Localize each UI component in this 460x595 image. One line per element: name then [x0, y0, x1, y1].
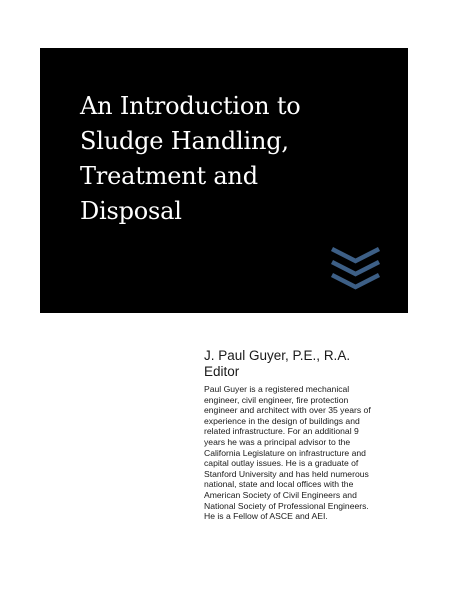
bio-line: He is a Fellow of ASCE and AEI.	[204, 511, 328, 522]
title-line-1: An Introduction to	[80, 92, 301, 120]
bio-line: National Society of Professional Engineers.	[204, 500, 369, 511]
bio-line: American Society of Civil Engineers and	[204, 489, 357, 500]
book-title	[80, 89, 380, 229]
bio-line: California Legislature on infrastructure and	[204, 447, 366, 458]
title-line-2: Sludge Handling,	[80, 127, 289, 155]
bio-line: Paul Guyer is a registered mechanical	[204, 384, 350, 394]
bio-line: engineer and architect with over 35 years of	[204, 405, 371, 416]
bio-line: engineer, civil engineer, fire protection	[204, 394, 349, 405]
triple-chevron-down-icon	[330, 246, 381, 291]
bio-line: Stanford University and has held numerous	[204, 468, 369, 479]
title-line-3: Treatment and	[80, 162, 258, 190]
bio-line: years he was a principal advisor to the	[204, 436, 351, 447]
author-role: Editor	[204, 364, 240, 379]
bio-line: experience in the design of buildings and	[204, 415, 360, 426]
author-bio	[204, 384, 394, 522]
bio-line: capital outlay issues. He is a graduate of	[204, 458, 359, 469]
author-name: J. Paul Guyer, P.E., R.A.	[204, 348, 351, 363]
cover-block	[40, 48, 408, 313]
bio-line: related infrastructure. For an additional 9	[204, 426, 359, 437]
title-line-4: Disposal	[80, 197, 182, 225]
bio-line: national, state and local offices with the	[204, 479, 354, 490]
